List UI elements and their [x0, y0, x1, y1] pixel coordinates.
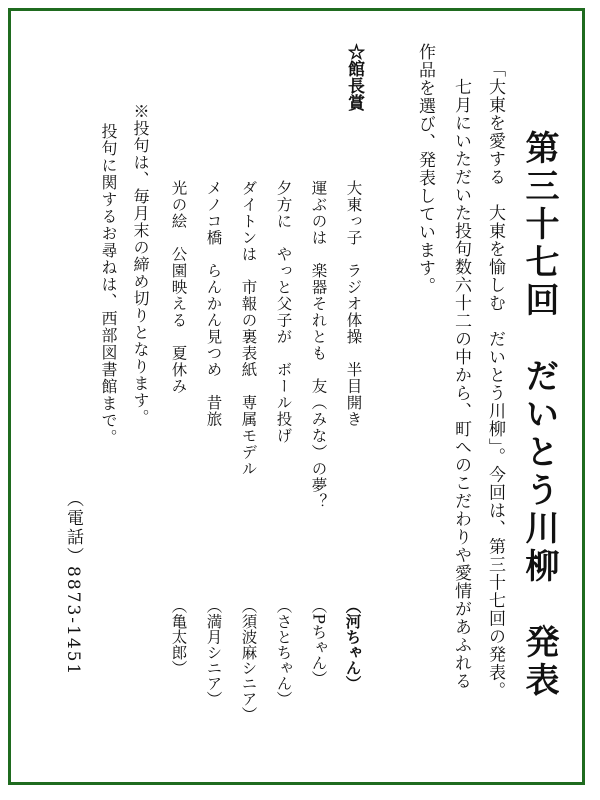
author-5: （満月シニア）: [204, 598, 223, 707]
verse-3: 夕方に やっと父子が ボール投げ: [274, 180, 293, 444]
intro-line-2: 七月にいただいた投句数六十二の中から、町へのこだわりや愛情があふれる: [451, 78, 471, 690]
award-heading: ☆館長賞: [344, 43, 364, 111]
verse-4: ダイトンは 市報の裏表紙 専属モデル: [239, 180, 258, 477]
author-4: （須波麻シニア）: [239, 598, 258, 722]
verse-2: 運ぶのは 楽器それとも 友（みな）の夢？: [309, 180, 328, 510]
page-title: 第三十七回 だいとう川柳 発表: [519, 130, 559, 700]
author-1: （河ちゃん）: [343, 598, 363, 691]
contact-phone: （電話）8873-1451: [63, 490, 83, 677]
verse-6: 光の絵 公園映える 夏休み: [169, 180, 188, 395]
author-3: （さとちゃん）: [274, 598, 293, 707]
verse-5: メノコ橋 らんかん見つめ 昔旅: [204, 180, 223, 428]
note-inquiry: 投句に関するお尋ねは、西部図書館まで。: [99, 123, 118, 446]
author-2: （Pちゃん）: [309, 598, 328, 686]
intro-line-1: 「大東を愛する 大東を愉しむ だいとう川柳」。今回は、第三十七回の発表。: [485, 60, 505, 700]
verse-1: 大東っ子 ラジオ体操 半目開き: [344, 180, 363, 428]
note-deadline: ※投句は、毎月末の締め切りとなります。: [131, 103, 150, 426]
author-6: （亀太郎）: [169, 598, 188, 676]
intro-line-3: 作品を選び、発表しています。: [415, 43, 435, 295]
